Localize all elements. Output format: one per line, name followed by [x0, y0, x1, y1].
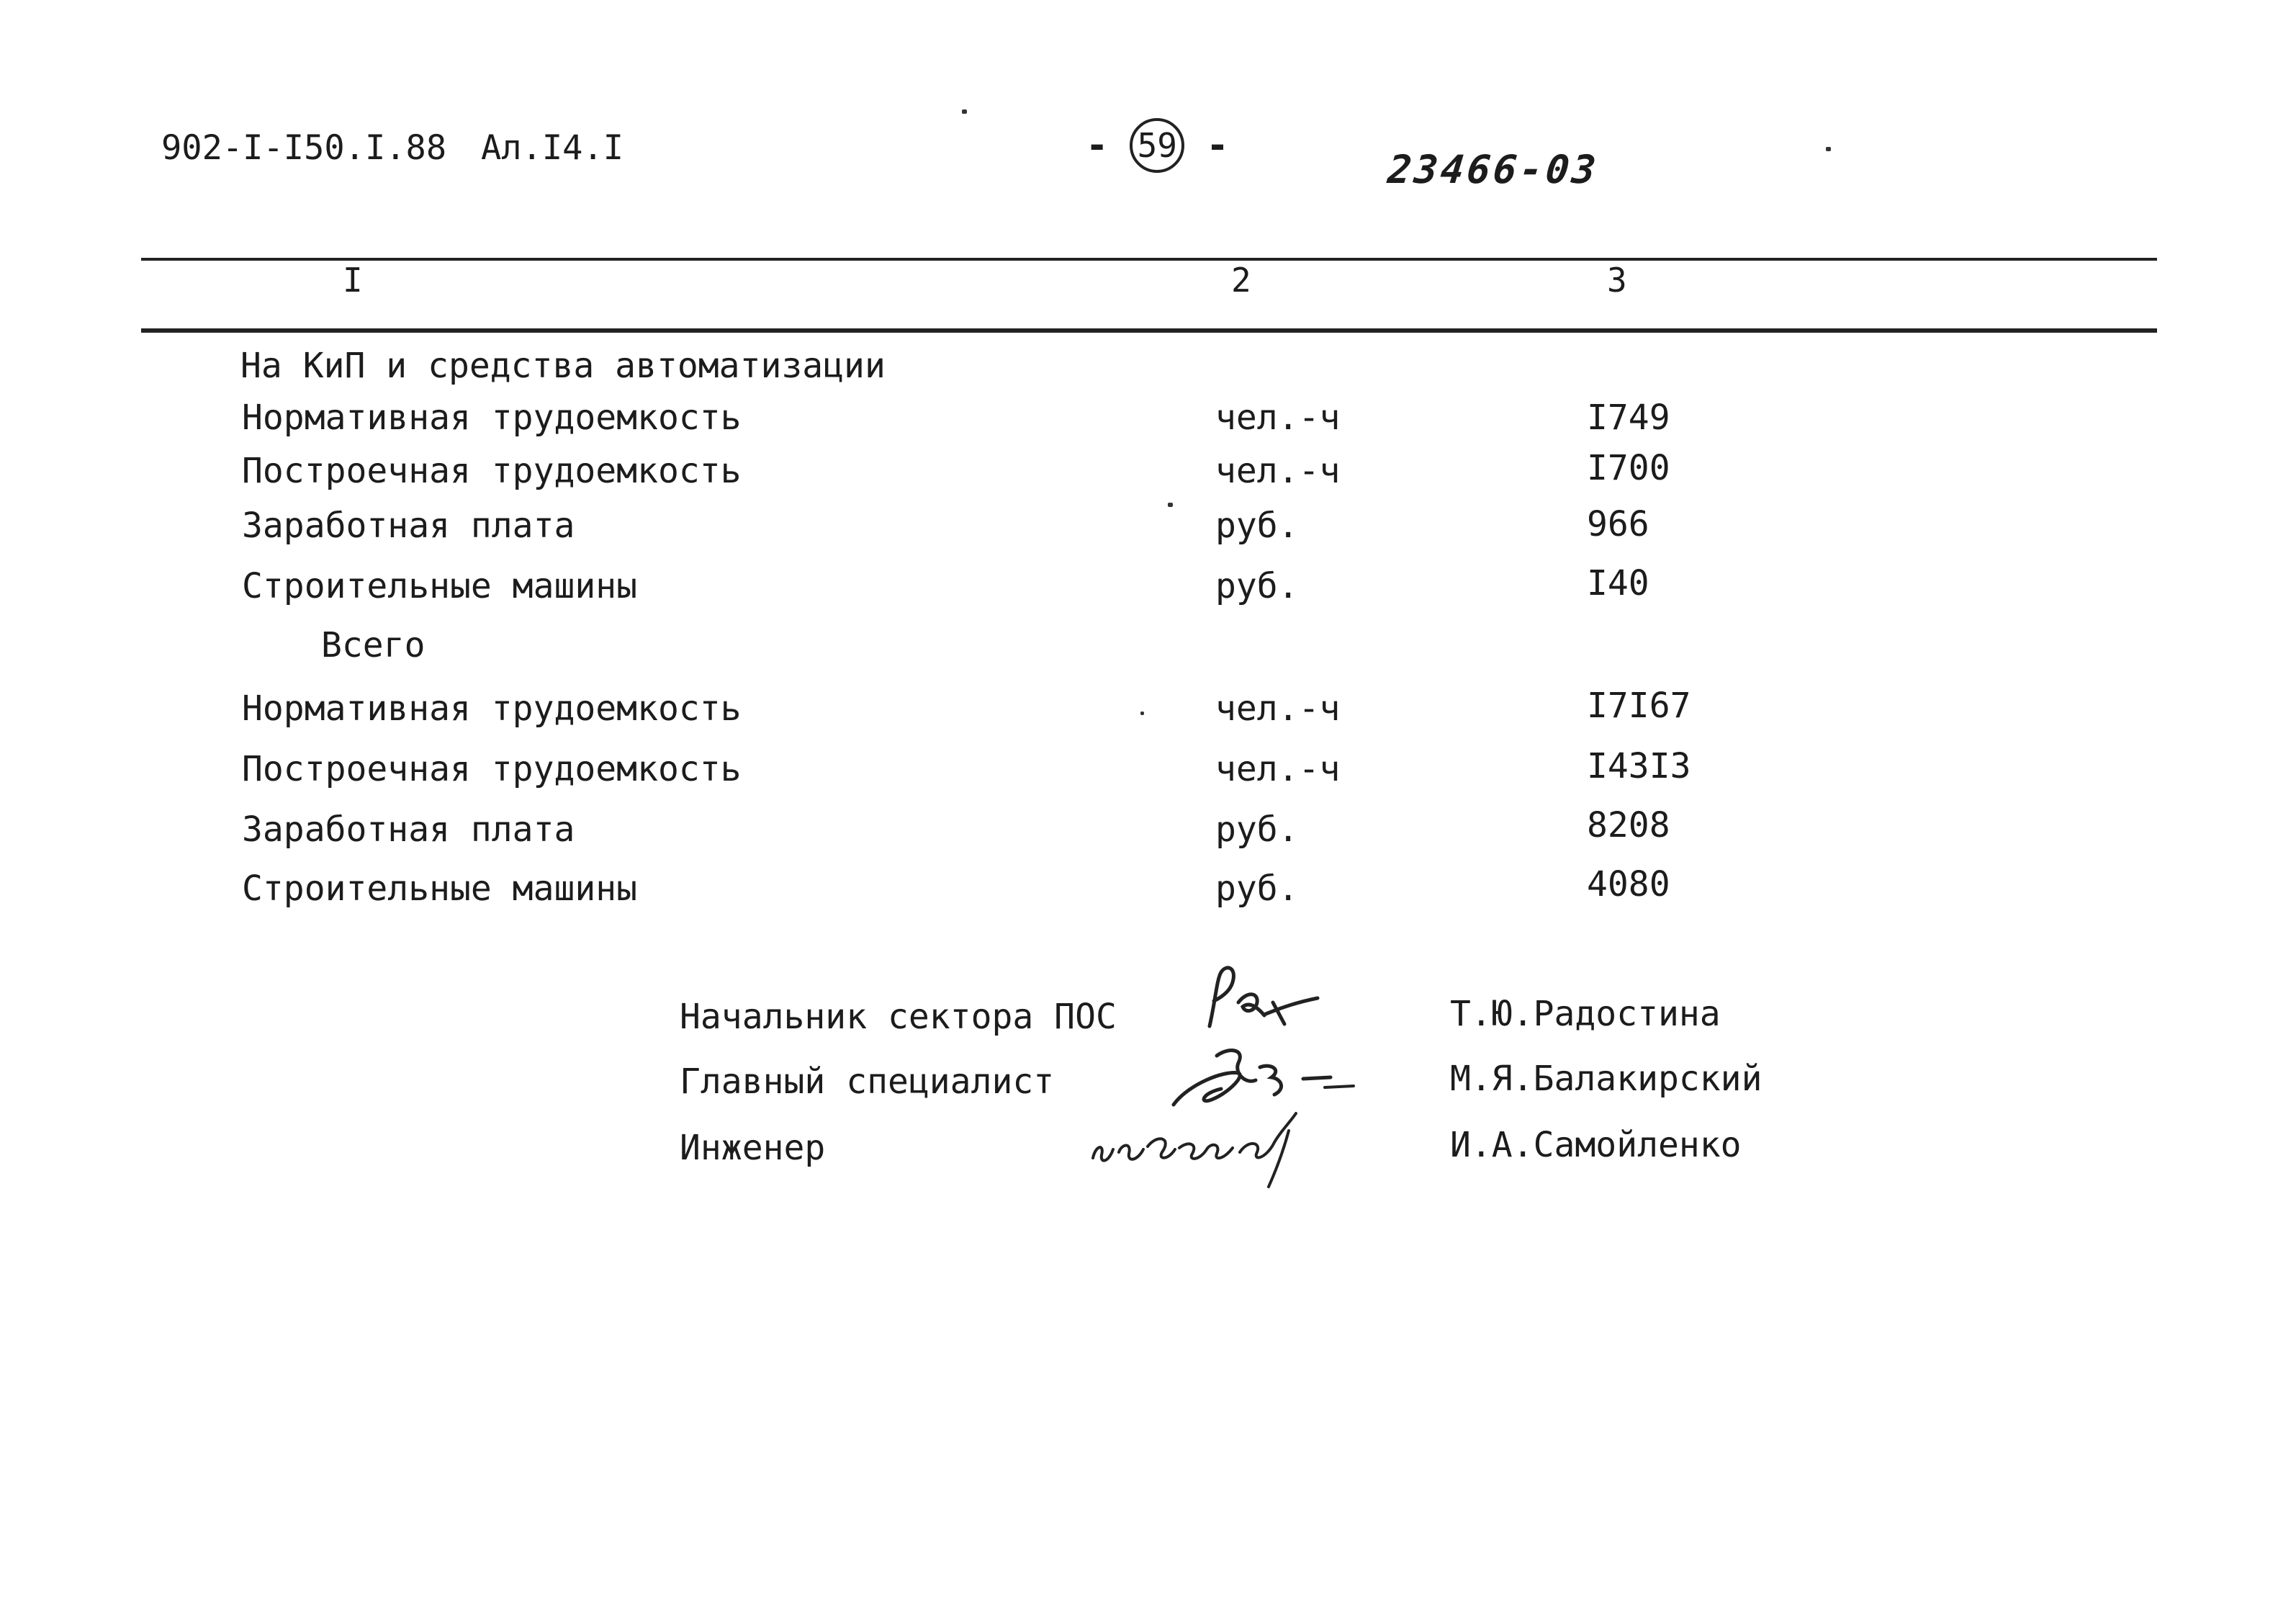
- speck: [1140, 712, 1144, 715]
- row-unit: чел.-ч: [1215, 398, 1341, 438]
- signature-name: Т.Ю.Радостина: [1450, 994, 1721, 1034]
- signature-name: И.А.Самойленко: [1450, 1125, 1742, 1165]
- handwritten-signature-1: [1195, 958, 1325, 1044]
- row-value: I749: [1587, 398, 1670, 438]
- total-row-unit: руб.: [1215, 868, 1299, 909]
- signature-role: Инженер: [680, 1128, 826, 1168]
- dash-right: -: [1206, 124, 1229, 167]
- row-value: I40: [1587, 563, 1649, 603]
- table-top-rule: [141, 258, 2157, 261]
- total-row-unit: руб.: [1215, 809, 1299, 850]
- page-number: [1064, 118, 1251, 173]
- row-unit: чел.-ч: [1215, 451, 1341, 491]
- speck: [1168, 503, 1173, 507]
- handwritten-signature-3: [1080, 1102, 1339, 1195]
- row-value: 966: [1587, 504, 1649, 544]
- row-label: Строительные машины: [242, 566, 638, 606]
- total-row-label: Нормативная трудоемкость: [242, 688, 742, 729]
- row-label: Построечная трудоемкость: [242, 451, 742, 491]
- page-number-value: 59: [1137, 126, 1177, 165]
- total-row-label: Заработная плата: [242, 809, 575, 850]
- total-row-label: Построечная трудоемкость: [242, 749, 742, 789]
- total-title: Всего: [321, 625, 426, 665]
- total-row-value: I7I67: [1587, 686, 1691, 726]
- total-row-label: Строительные машины: [242, 868, 638, 909]
- total-row-unit: чел.-ч: [1215, 749, 1341, 789]
- column-header-3: 3: [1607, 261, 1627, 300]
- stamp-number: 23466-03: [1385, 147, 1601, 192]
- speck: [962, 109, 967, 114]
- page-number-circle: [1130, 118, 1184, 173]
- row-label: Заработная плата: [242, 506, 575, 546]
- signature-dash: [1322, 1083, 1358, 1092]
- section-title: На КиП и средства автоматизации: [240, 346, 886, 386]
- document-code: 902-I-I50.I.88: [161, 128, 447, 168]
- row-unit: руб.: [1215, 506, 1299, 546]
- total-row-value: 8208: [1587, 805, 1670, 845]
- signature-role: Главный специалист: [680, 1061, 1055, 1102]
- dash-left: -: [1086, 124, 1109, 167]
- row-value: I700: [1587, 448, 1670, 488]
- signature-name: М.Я.Балакирский: [1450, 1059, 1762, 1099]
- table-header-rule: [141, 328, 2157, 333]
- total-row-unit: чел.-ч: [1215, 688, 1341, 729]
- row-label: Нормативная трудоемкость: [242, 398, 742, 438]
- album-number: Ал.I4.I: [481, 128, 624, 168]
- speck: [1826, 147, 1831, 151]
- total-row-value: 4080: [1587, 864, 1670, 904]
- column-header-2: 2: [1231, 261, 1251, 300]
- column-header-1: I: [343, 261, 363, 300]
- total-row-value: I43I3: [1587, 746, 1691, 786]
- row-unit: руб.: [1215, 566, 1299, 606]
- signature-role: Начальник сектора ПОС: [680, 997, 1117, 1037]
